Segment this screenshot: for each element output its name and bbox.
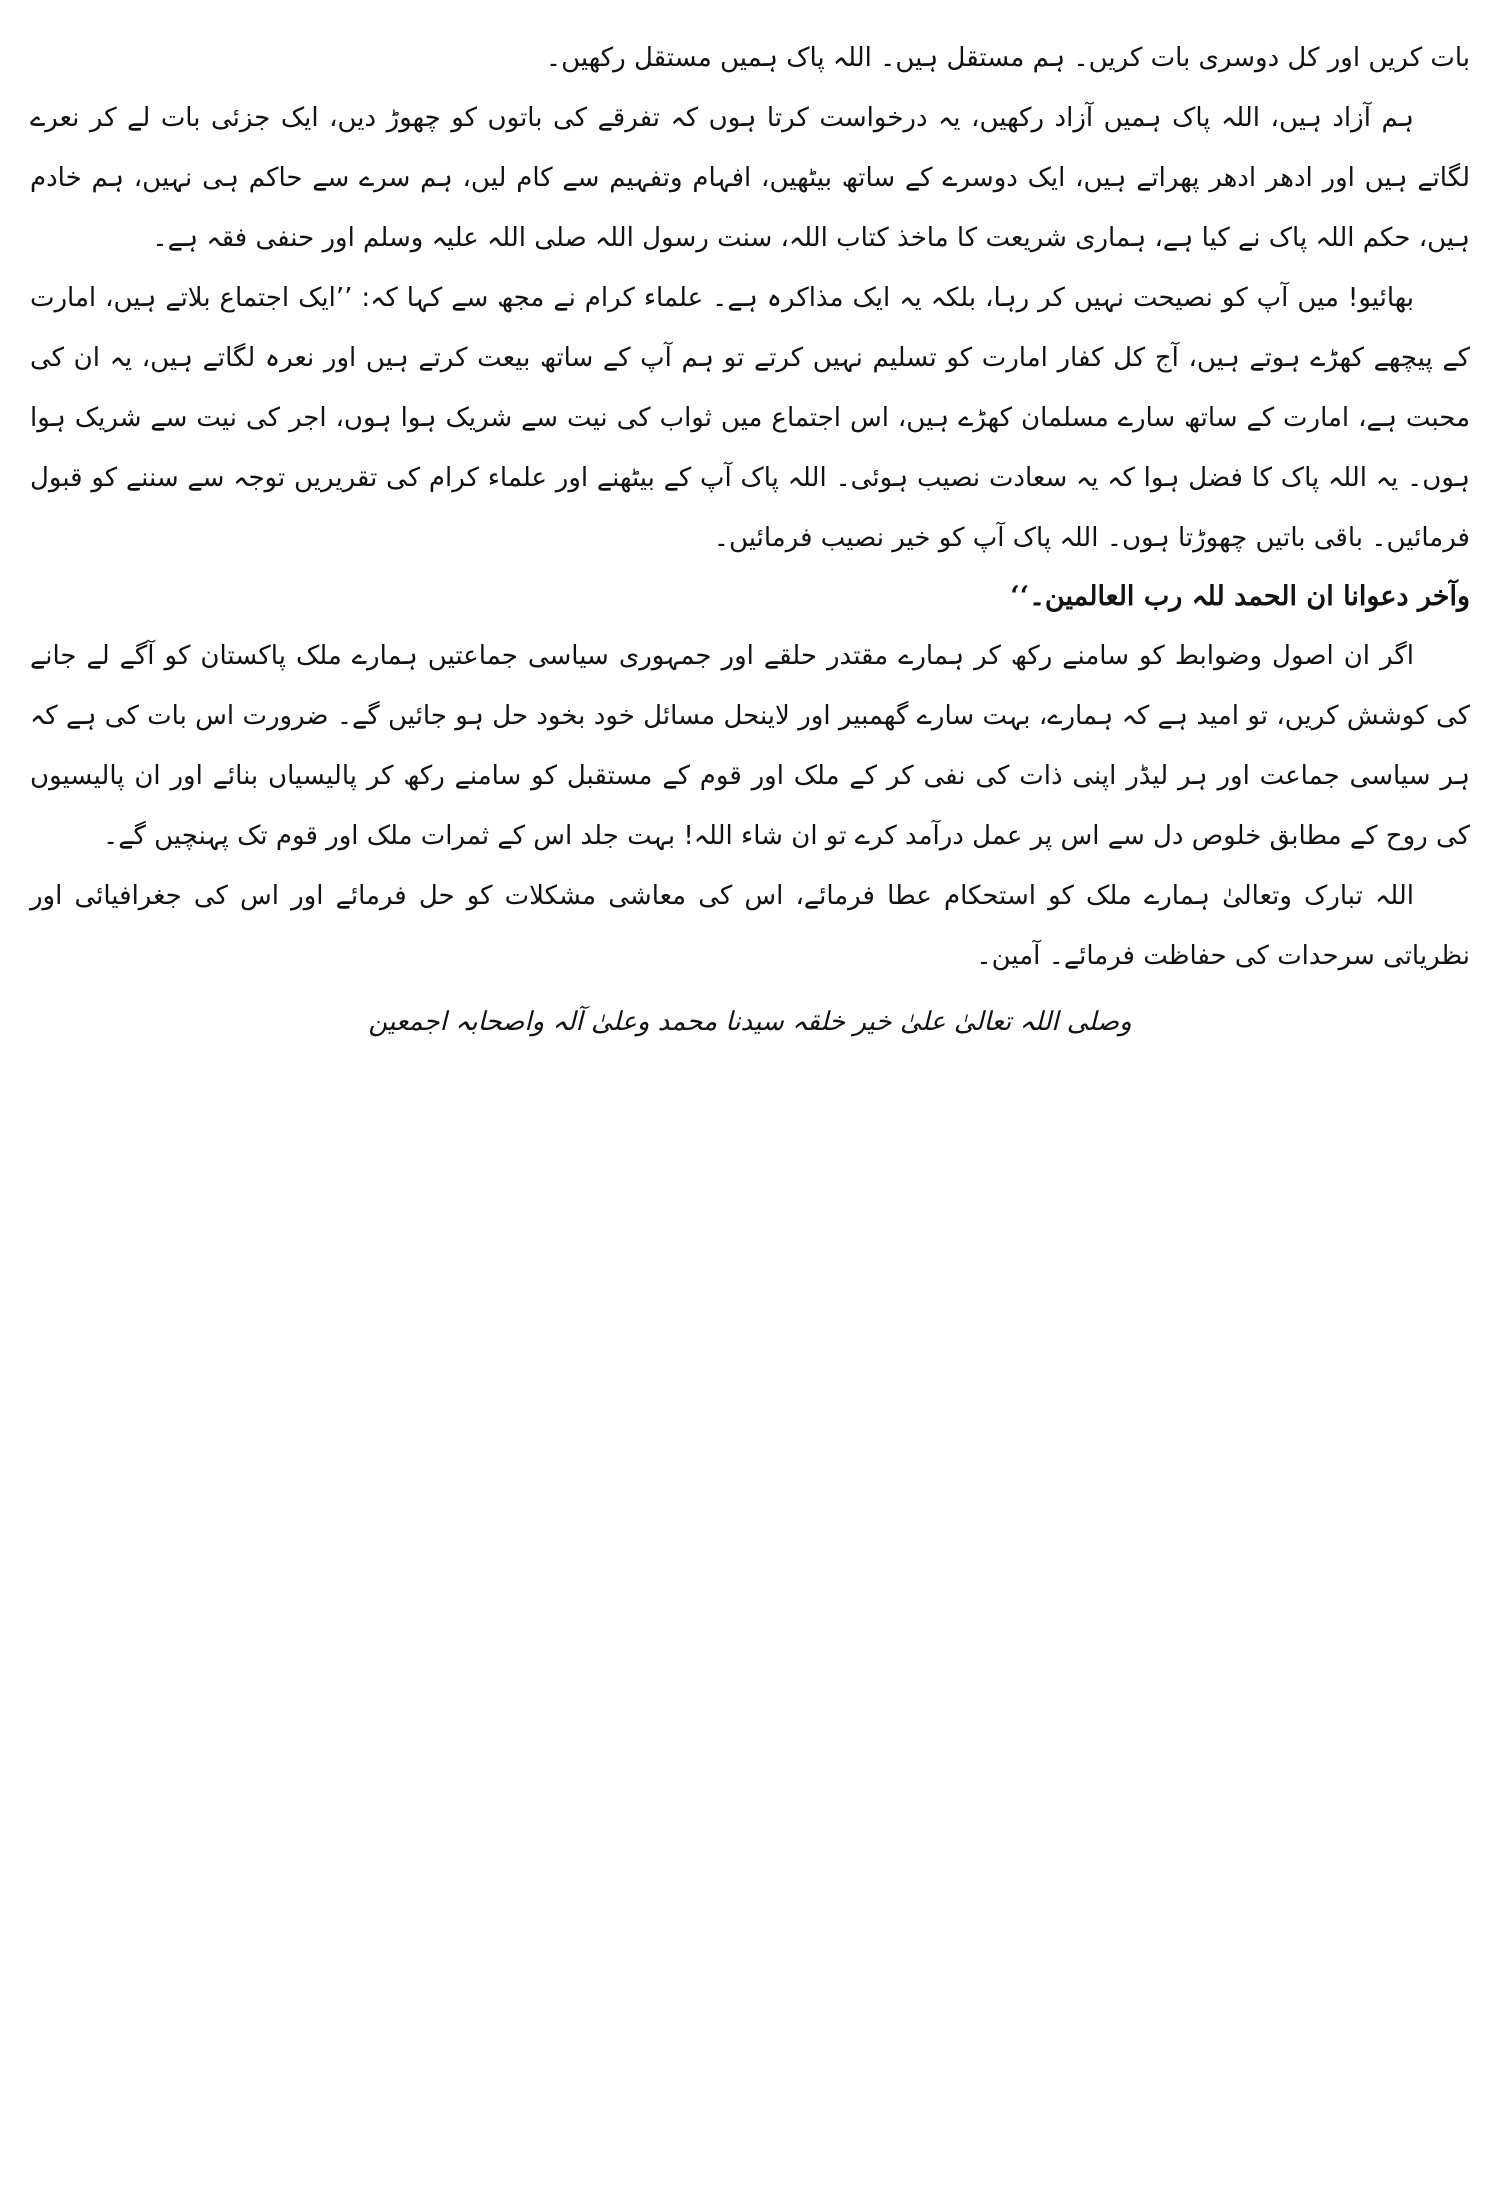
closing-dua-line: وآخر دعوانا ان الحمد للہ رب العالمین۔‘‘ xyxy=(1010,581,1470,612)
benediction-line: وصلی اللہ تعالیٰ علیٰ خیر خلقہ سیدنا محمد وعلیٰ آلہ واصحابہ اجمعین xyxy=(368,1007,1132,1037)
document-page xyxy=(30,28,1470,1052)
paragraph-5: اللہ تبارک وتعالیٰ ہمارے ملک کو استحکام عطا فرمائے، اس کی معاشی مشکلات کو حل فرمائے اور اس کی جغرافیائی اور نظریاتی سرحدات کی حفاظت فرمائے۔ آمین۔ xyxy=(30,881,1470,971)
paragraph-3: بھائیو! میں آپ کو نصیحت نہیں کر رہا، بلکہ یہ ایک مذاکرہ ہے۔ علماء کرام نے مجھ سے کہا کہ: ’’ایک اجتماع بلاتے ہیں، امارت کے پیچھے کھڑے ہوتے ہیں، آج کل کفار امارت کو تسلیم نہیں کرتے تو ہم آپ کے ساتھ بیعت کرتے ہیں اور نعرہ لگاتے ہیں، یہ ان کی محبت ہے، امارت کے ساتھ سارے مسلمان کھڑے ہیں، اس اجتماع میں ثواب کی نیت سے شریک ہوا ہوں، اجر کی نیت سے شریک ہوا ہوں۔ یہ اللہ پاک کا فضل ہوا کہ یہ سعادت نصیب ہوئی۔ اللہ پاک آپ کے بیٹھنے اور علماء کرام کی تقریریں توجہ سے سننے کو قبول فرمائیں۔ باقی باتیں چھوڑتا ہوں۔ اللہ پاک آپ کو خیر نصیب فرمائیں۔ xyxy=(30,283,1470,553)
paragraph-1: بات کریں اور کل دوسری بات کریں۔ ہم مستقل ہیں۔ اللہ پاک ہمیں مستقل رکھیں۔ xyxy=(545,43,1470,73)
paragraph-4: اگر ان اصول وضوابط کو سامنے رکھ کر ہمارے مقتدر حلقے اور جمہوری سیاسی جماعتیں ہمارے ملک پاکستان کو آگے لے جانے کی کوشش کریں، تو امید ہے کہ ہمارے، بہت سارے گھمبیر اور لاینحل مسائل خود بخود حل ہو جائیں گے۔ ضرورت اس بات کی ہے کہ ہر سیاسی جماعت اور ہر لیڈر اپنی ذات کی نفی کر کے ملک اور قوم کے مستقبل کو سامنے رکھ کر پالیسیاں بنائے اور ان پالیسیوں کی روح کے مطابق خلوص دل سے اس پر عمل درآمد کرے تو ان شاء اللہ! بہت جلد اس کے ثمرات ملک اور قوم تک پہنچیں گے۔ xyxy=(30,641,1470,851)
paragraph-2: ہم آزاد ہیں، اللہ پاک ہمیں آزاد رکھیں، یہ درخواست کرتا ہوں کہ تفرقے کی باتوں کو چھوڑ دیں، ایک جزئی بات لے کر نعرے لگاتے ہیں اور ادھر ادھر پھراتے ہیں، ایک دوسرے کے ساتھ بیٹھیں، افہام وتفہیم سے کام لیں، ہم سرے سے حاکم ہی نہیں، ہم خادم ہیں، حکم اللہ پاک نے کیا ہے، ہماری شریعت کا ماخذ کتاب اللہ، سنت رسول اللہ صلی اللہ علیہ وسلم اور حنفی فقہ ہے۔ xyxy=(30,103,1470,253)
